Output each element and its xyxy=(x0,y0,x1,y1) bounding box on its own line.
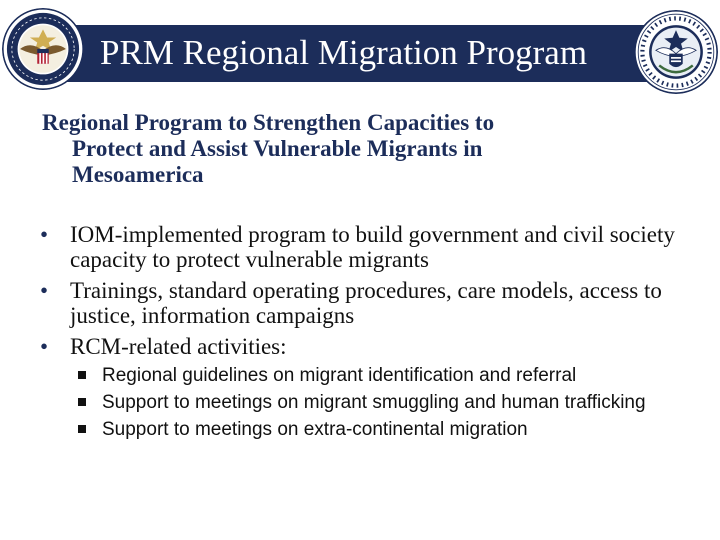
bullet-dot-icon: • xyxy=(40,222,49,247)
homeland-security-seal-icon xyxy=(634,10,718,94)
square-bullet-icon xyxy=(78,425,86,433)
bullet-item: • IOM-implemented program to build government and civil society capacity to protect vulnerable migrants xyxy=(40,222,675,272)
bullet-list xyxy=(40,222,690,365)
sub-bullet-item: Support to meetings on extra-continental migration xyxy=(76,418,676,441)
heading-line-2: Protect and Assist Vulnerable Migrants in xyxy=(72,136,483,161)
department-of-state-seal-icon xyxy=(2,8,84,90)
bullet-dot-icon: • xyxy=(40,334,49,359)
slide-title: PRM Regional Migration Program xyxy=(100,33,588,72)
square-bullet-icon xyxy=(78,398,86,406)
slide-heading xyxy=(42,110,672,188)
bullet-dot-icon: • xyxy=(40,278,49,303)
sub-bullet-item: Support to meetings on migrant smuggling and human trafficking xyxy=(76,391,676,414)
heading-line-1: Regional Program to Strengthen Capacities to xyxy=(42,110,495,135)
bullet-item: • Trainings, standard operating procedures, care models, access to justice, information campaigns xyxy=(40,278,662,328)
sub-bullet-list xyxy=(76,364,676,445)
heading-line-3: Mesoamerica xyxy=(72,162,204,187)
square-bullet-icon xyxy=(78,371,86,379)
sub-bullet-item: Regional guidelines on migrant identification and referral xyxy=(76,364,676,387)
bullet-item: • RCM-related activities: xyxy=(40,334,287,359)
